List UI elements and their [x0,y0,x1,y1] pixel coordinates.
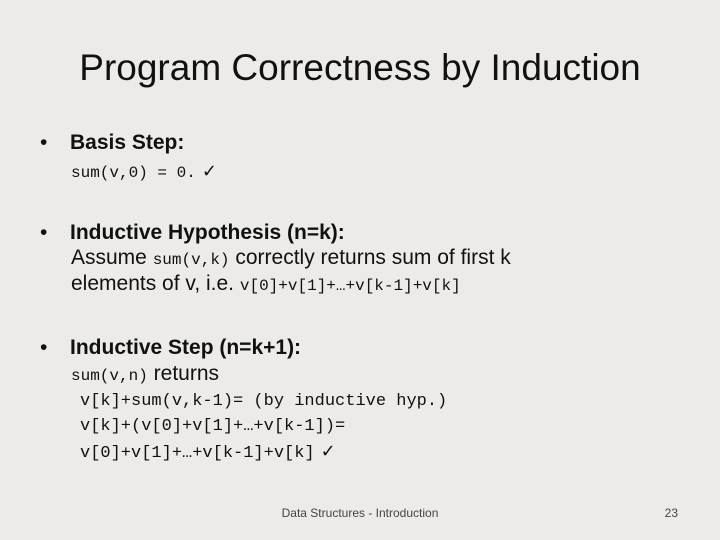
bullet-dot: • [40,221,48,244]
bullet-inductive-hypothesis [40,220,345,246]
check-icon: ✓ [320,441,336,462]
hypothesis-line1-prefix: Assume [71,246,147,269]
derivation-line-2: v[k]+(v[0]+v[1]+…+v[k-1])= [80,417,346,436]
bullet-dot: • [40,131,48,154]
footer-text: Data Structures - Introduction [281,506,439,520]
hypothesis-line2-code: v[0]+v[1]+…+v[k-1]+v[k] [239,277,461,295]
step-line1-code: sum(v,n) [71,367,148,385]
step-line-1 [71,361,219,389]
derivation-line-1: v[k]+sum(v,k-1)= (by inductive hyp.) [80,392,448,411]
bullet-basis-step [40,130,184,156]
derivation-line-3-text: v[0]+v[1]+…+v[k-1]+v[k] [80,444,315,463]
step-heading: Inductive Step (n=k+1): [70,336,302,359]
basis-heading: Basis Step: [70,131,185,154]
check-icon: ✓ [201,161,217,182]
slide-title: Program Correctness by Induction [79,47,641,88]
hypothesis-line1-code: sum(v,k) [152,251,230,269]
step-line1-suffix: returns [153,362,220,385]
hypothesis-line-1 [71,245,511,273]
page-number: 23 [664,506,678,520]
bullet-inductive-step [40,335,301,361]
derivation-line-3 [80,440,336,466]
basis-line [71,158,217,186]
hypothesis-line-2 [71,271,461,299]
bullet-dot: • [40,336,48,359]
basis-code: sum(v,0) = 0. [71,164,196,182]
hypothesis-line2-prefix: elements of v, i.e. [71,272,235,295]
hypothesis-line1-suffix: correctly returns sum of first k [235,246,511,269]
hypothesis-heading: Inductive Hypothesis (n=k): [70,221,345,244]
